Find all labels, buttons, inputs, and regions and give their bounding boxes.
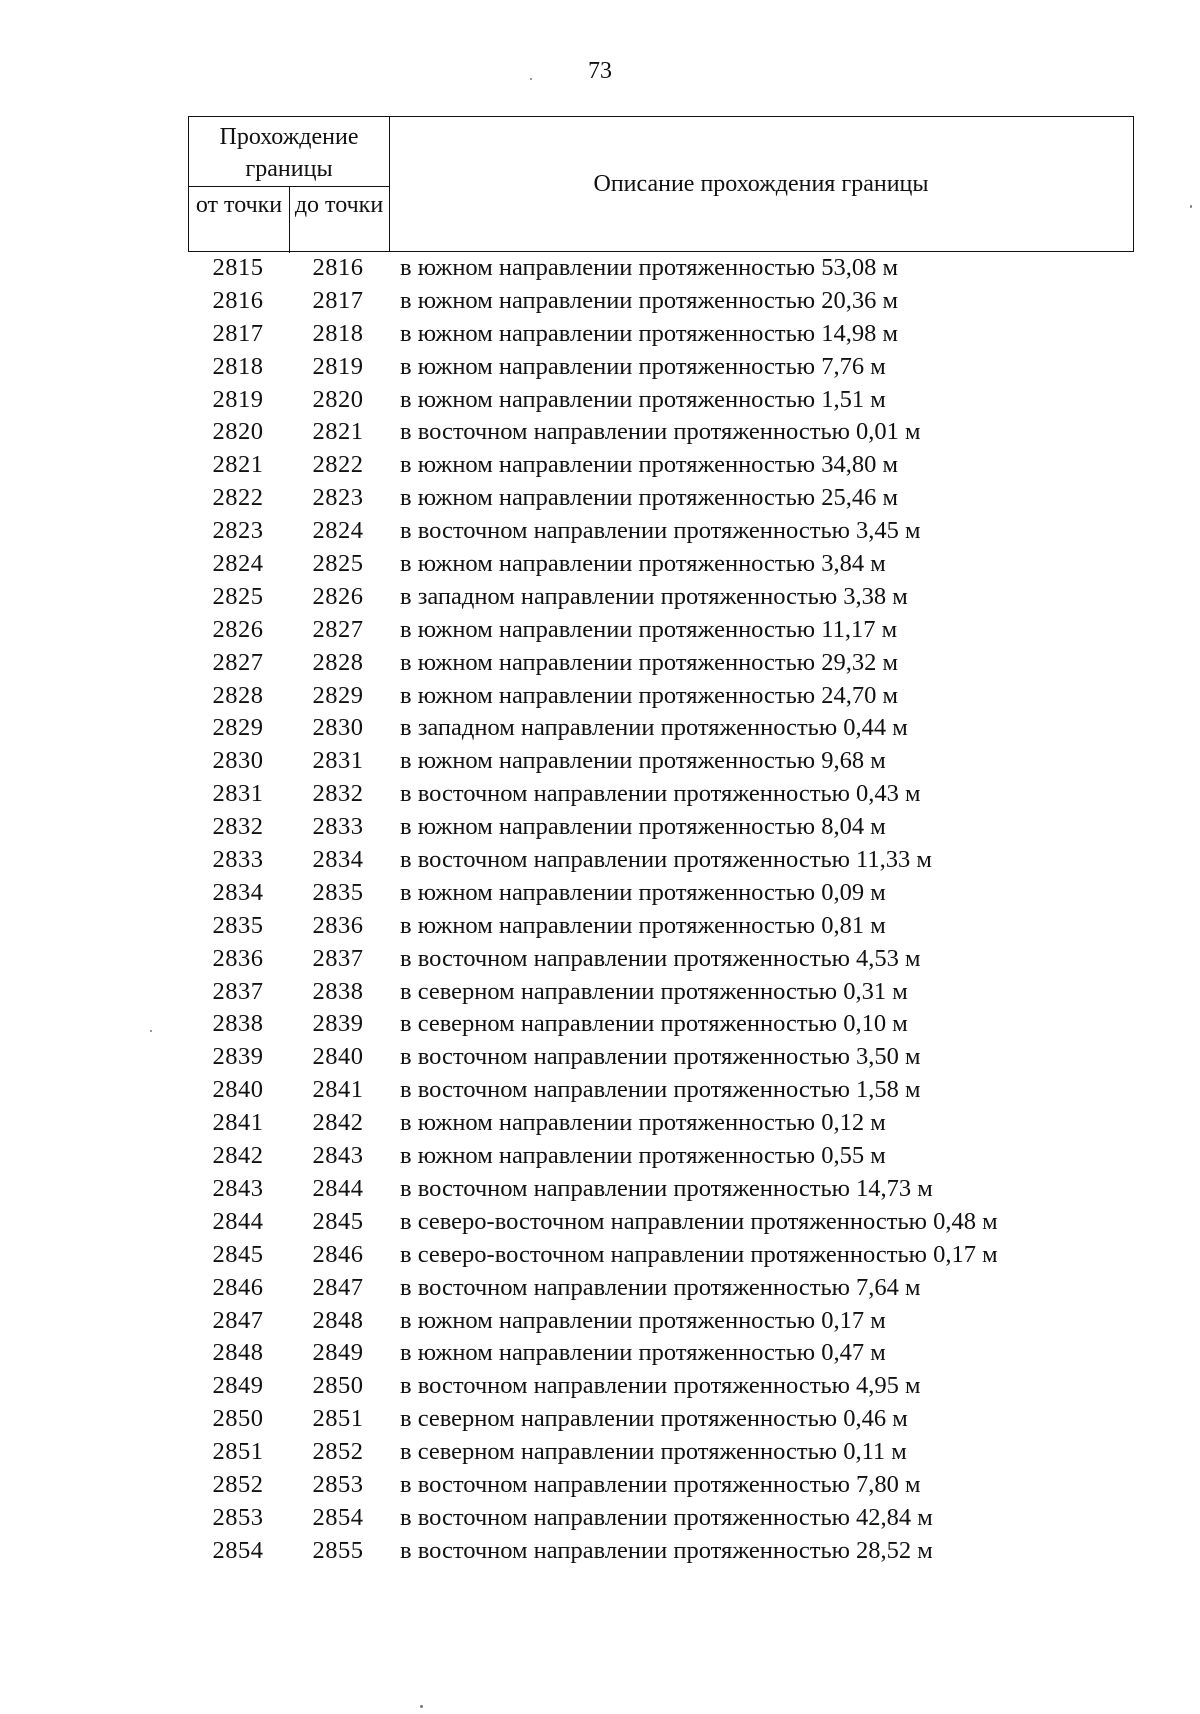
table-row: [188, 1535, 1188, 1568]
cell-to-point: 2840: [312, 1043, 364, 1071]
cell-to-point: 2845: [312, 1207, 364, 1235]
cell-description: в восточном направлении протяженностью 4,53 м: [400, 944, 921, 972]
page-number: 73: [588, 58, 612, 84]
cell-description: в южном направлении протяженностью 25,46 м: [400, 484, 898, 512]
table-row: [188, 449, 1188, 482]
cell-to-point: 2843: [312, 1142, 364, 1170]
cell-to-point: 2842: [312, 1109, 364, 1137]
cell-from-point: 2853: [212, 1503, 264, 1531]
cell-to-point: 2819: [312, 352, 364, 380]
cell-description: в южном направлении протяженностью 29,32 м: [400, 648, 898, 676]
cell-description: в северном направлении протяженностью 0,46 м: [400, 1405, 908, 1433]
table-row: [188, 1206, 1188, 1239]
cell-description: в восточном направлении протяженностью 11,33 м: [400, 846, 932, 874]
cell-description: в южном направлении протяженностью 3,84 м: [400, 550, 886, 578]
cell-to-point: 2847: [312, 1273, 364, 1301]
table-row: [188, 910, 1188, 943]
table-row: [188, 1239, 1188, 1272]
cell-from-point: 2846: [212, 1273, 264, 1301]
cell-to-point: 2838: [312, 977, 364, 1005]
cell-description: в южном направлении протяженностью 53,08 м: [400, 254, 898, 281]
table-row: [188, 712, 1188, 745]
header-description: Описание прохождения границы: [593, 170, 929, 197]
cell-from-point: 2838: [212, 1010, 264, 1038]
table-row: [188, 581, 1188, 614]
table-row: [188, 1074, 1188, 1107]
cell-from-point: 2830: [212, 747, 264, 775]
cell-description: в северном направлении протяженностью 0,10 м: [400, 1010, 908, 1038]
cell-from-point: 2852: [212, 1470, 264, 1498]
cell-to-point: 2835: [312, 878, 364, 906]
cell-description: в южном направлении протяженностью 34,80 м: [400, 451, 898, 479]
cell-to-point: 2834: [312, 846, 364, 874]
cell-to-point: 2823: [312, 484, 364, 512]
cell-description: в северном направлении протяженностью 0,11 м: [400, 1438, 907, 1466]
cell-to-point: 2844: [312, 1174, 364, 1202]
table-row: [188, 482, 1188, 515]
cell-to-point: 2851: [312, 1405, 364, 1433]
cell-description: в южном направлении протяженностью 14,98 м: [400, 319, 898, 347]
table-header: [188, 116, 1134, 252]
cell-description: в восточном направлении протяженностью 1,58 м: [400, 1076, 921, 1104]
cell-from-point: 2831: [212, 780, 264, 808]
scan-speck: [150, 1030, 152, 1032]
cell-description: в южном направлении протяженностью 0,47 м: [400, 1339, 886, 1367]
cell-description: в южном направлении протяженностью 0,55 м: [400, 1142, 886, 1170]
cell-to-point: 2852: [312, 1438, 364, 1466]
cell-from-point: 2817: [212, 319, 264, 347]
cell-from-point: 2840: [212, 1076, 264, 1104]
cell-to-point: 2822: [312, 451, 364, 479]
cell-from-point: 2845: [212, 1240, 264, 1268]
cell-from-point: 2850: [212, 1405, 264, 1433]
table-row: [188, 943, 1188, 976]
cell-from-point: 2832: [212, 813, 264, 841]
cell-description: в южном направлении протяженностью 11,17 м: [400, 615, 898, 643]
table-row: [188, 877, 1188, 910]
cell-description: в восточном направлении протяженностью 4,95 м: [400, 1372, 921, 1400]
cell-description: в восточном направлении протяженностью 14,73 м: [400, 1174, 933, 1202]
cell-to-point: 2830: [312, 714, 364, 742]
cell-from-point: 2851: [212, 1438, 264, 1466]
cell-description: в южном направлении протяженностью 7,76 м: [400, 352, 886, 380]
cell-to-point: 2828: [312, 648, 364, 676]
cell-to-point: 2817: [312, 286, 364, 314]
table-row: [188, 416, 1188, 449]
cell-from-point: 2826: [212, 615, 264, 643]
table-row: [188, 976, 1188, 1009]
cell-description: в восточном направлении протяженностью 3,45 м: [400, 517, 921, 545]
table-row: [188, 811, 1188, 844]
cell-to-point: 2832: [312, 780, 364, 808]
cell-from-point: 2841: [212, 1109, 264, 1137]
cell-from-point: 2820: [212, 418, 264, 446]
cell-from-point: 2819: [212, 385, 264, 413]
cell-to-point: 2849: [312, 1339, 364, 1367]
cell-description: в южном направлении протяженностью 0,17 м: [400, 1306, 886, 1334]
table-row: [188, 1469, 1188, 1502]
cell-to-point: 2850: [312, 1372, 364, 1400]
cell-from-point: 2835: [212, 911, 264, 939]
cell-description: в восточном направлении протяженностью 3,50 м: [400, 1043, 921, 1071]
cell-from-point: 2827: [212, 648, 264, 676]
cell-from-point: 2834: [212, 878, 264, 906]
cell-to-point: 2827: [312, 615, 364, 643]
cell-to-point: 2826: [312, 582, 364, 610]
table-row: [188, 318, 1188, 351]
cell-from-point: 2829: [212, 714, 264, 742]
cell-to-point: 2853: [312, 1470, 364, 1498]
cell-description: в восточном направлении протяженностью 28,52 м: [400, 1536, 933, 1564]
cell-description: в южном направлении протяженностью 0,12 м: [400, 1109, 886, 1137]
cell-from-point: 2847: [212, 1306, 264, 1334]
cell-description: в южном направлении протяженностью 9,68 м: [400, 747, 886, 775]
table-row: [188, 515, 1188, 548]
table-row: [188, 384, 1188, 417]
cell-from-point: 2837: [212, 977, 264, 1005]
cell-to-point: 2846: [312, 1240, 364, 1268]
cell-description: в южном направлении протяженностью 20,36 м: [400, 286, 898, 314]
cell-from-point: 2815: [212, 254, 264, 281]
header-from-point: от точки: [195, 192, 283, 218]
cell-to-point: 2833: [312, 813, 364, 841]
cell-to-point: 2841: [312, 1076, 364, 1104]
table-body: [188, 252, 1188, 1568]
cell-to-point: 2837: [312, 944, 364, 972]
cell-from-point: 2822: [212, 484, 264, 512]
cell-to-point: 2839: [312, 1010, 364, 1038]
cell-from-point: 2843: [212, 1174, 264, 1202]
table-row: [188, 1272, 1188, 1305]
cell-from-point: 2833: [212, 846, 264, 874]
table-row: [188, 1502, 1188, 1535]
cell-to-point: 2821: [312, 418, 364, 446]
cell-description: в южном направлении протяженностью 1,51 м: [400, 385, 886, 413]
cell-to-point: 2831: [312, 747, 364, 775]
table-row: [188, 1436, 1188, 1469]
table-row: [188, 1337, 1188, 1370]
cell-from-point: 2844: [212, 1207, 264, 1235]
table-row: [188, 778, 1188, 811]
scan-speck: [530, 78, 532, 80]
cell-from-point: 2825: [212, 582, 264, 610]
cell-to-point: 2848: [312, 1306, 364, 1334]
table-row: [188, 1008, 1188, 1041]
cell-description: в восточном направлении протяженностью 0,01 м: [400, 418, 921, 446]
table-row: [188, 1173, 1188, 1206]
cell-to-point: 2825: [312, 550, 364, 578]
cell-from-point: 2848: [212, 1339, 264, 1367]
cell-from-point: 2816: [212, 286, 264, 314]
table-row: [188, 1305, 1188, 1338]
cell-description: в западном направлении протяженностью 0,44 м: [400, 714, 908, 742]
cell-from-point: 2839: [212, 1043, 264, 1071]
table-row: [188, 614, 1188, 647]
cell-to-point: 2820: [312, 385, 364, 413]
table-row: [188, 252, 1188, 285]
table-row: [188, 647, 1188, 680]
cell-description: в южном направлении протяженностью 0,09 м: [400, 878, 886, 906]
table-row: [188, 1107, 1188, 1140]
scan-speck: [1190, 205, 1192, 208]
table-row: [188, 1370, 1188, 1403]
cell-description: в западном направлении протяженностью 3,38 м: [400, 582, 908, 610]
table-row: [188, 285, 1188, 318]
cell-from-point: 2849: [212, 1372, 264, 1400]
cell-description: в северо-восточном направлении протяженностью 0,48 м: [400, 1207, 998, 1235]
cell-to-point: 2824: [312, 517, 364, 545]
cell-to-point: 2836: [312, 911, 364, 939]
cell-from-point: 2818: [212, 352, 264, 380]
header-to-point: до точки: [294, 192, 384, 218]
table-row: [188, 844, 1188, 877]
cell-from-point: 2821: [212, 451, 264, 479]
table-row: [188, 1041, 1188, 1074]
cell-description: в северо-восточном направлении протяженностью 0,17 м: [400, 1240, 998, 1268]
cell-description: в восточном направлении протяженностью 7,64 м: [400, 1273, 921, 1301]
cell-to-point: 2818: [312, 319, 364, 347]
cell-from-point: 2854: [212, 1536, 264, 1564]
cell-from-point: 2823: [212, 517, 264, 545]
cell-description: в северном направлении протяженностью 0,31 м: [400, 977, 908, 1005]
cell-description: в южном направлении протяженностью 8,04 м: [400, 813, 886, 841]
table-row: [188, 548, 1188, 581]
cell-description: в южном направлении протяженностью 0,81 м: [400, 911, 886, 939]
header-boundary-passage: Прохождение границы: [219, 124, 359, 182]
table-row: [188, 351, 1188, 384]
cell-description: в восточном направлении протяженностью 42,84 м: [400, 1503, 933, 1531]
cell-to-point: 2854: [312, 1503, 364, 1531]
cell-from-point: 2842: [212, 1142, 264, 1170]
cell-to-point: 2855: [312, 1536, 364, 1564]
cell-to-point: 2829: [312, 681, 364, 709]
cell-description: в восточном направлении протяженностью 7,80 м: [400, 1470, 921, 1498]
table-row: [188, 745, 1188, 778]
table-row: [188, 680, 1188, 713]
cell-from-point: 2828: [212, 681, 264, 709]
table-row: [188, 1403, 1188, 1436]
cell-to-point: 2816: [312, 254, 364, 281]
cell-from-point: 2836: [212, 944, 264, 972]
table-row: [188, 1140, 1188, 1173]
scan-speck: [420, 1705, 423, 1708]
cell-description: в восточном направлении протяженностью 0,43 м: [400, 780, 921, 808]
cell-description: в южном направлении протяженностью 24,70 м: [400, 681, 898, 709]
cell-from-point: 2824: [212, 550, 264, 578]
